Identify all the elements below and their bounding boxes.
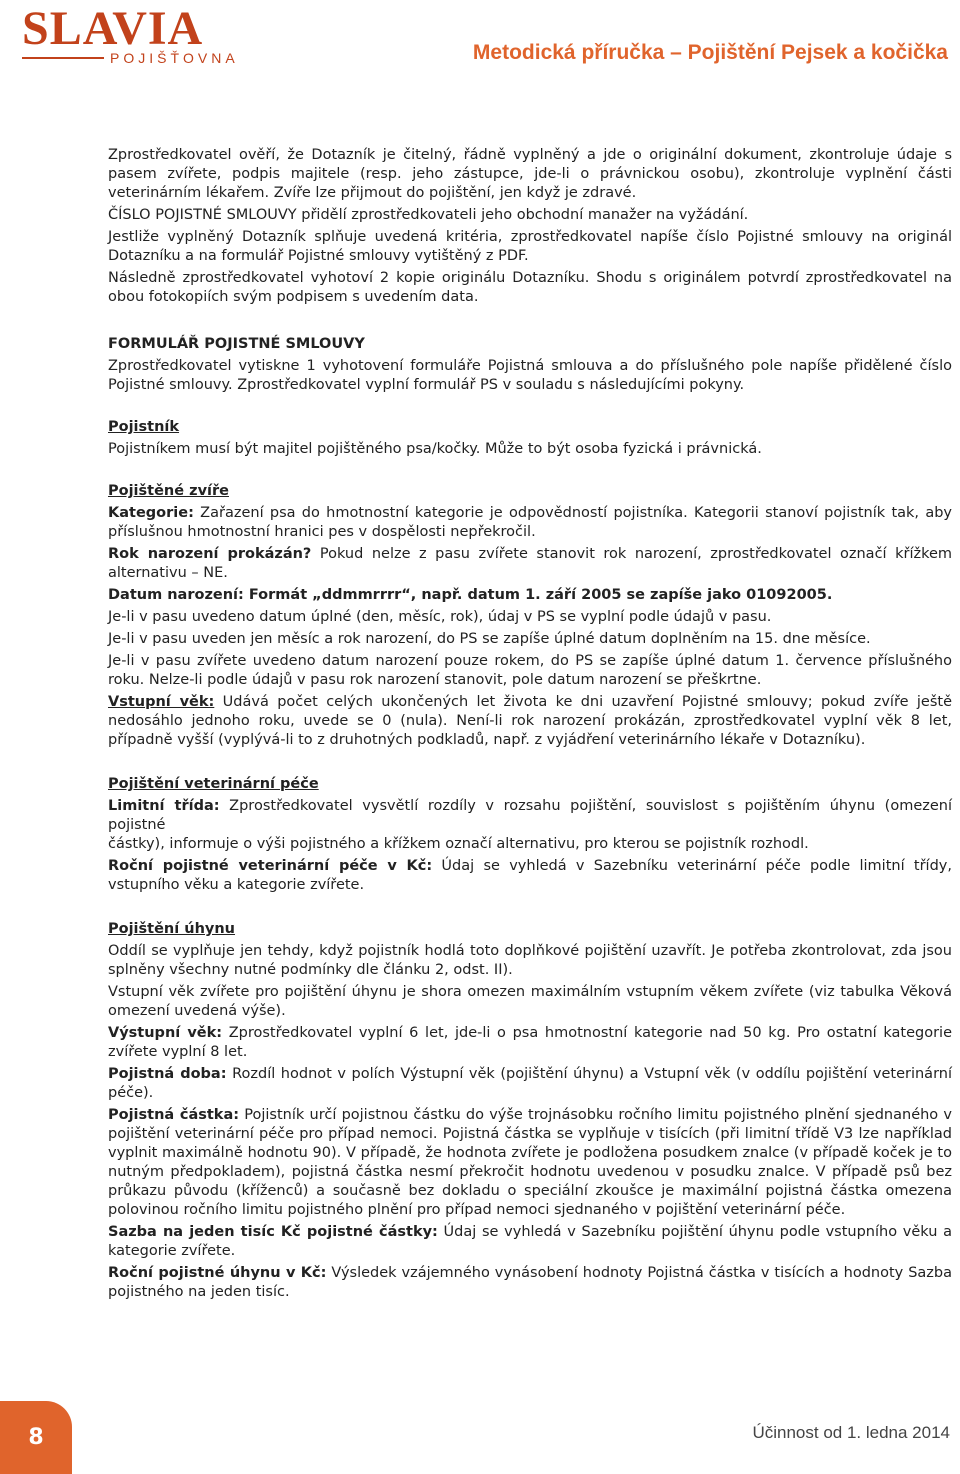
logo-rule <box>22 57 104 59</box>
vek-text: Udává počet celých ukončených let života ke dni uzavření Pojistné smlouvy; pokud zvíře ještě nedosáhlo jednoho roku, uvede se 0 (nula). Není-li rok narození prokázán, zprostředkovatel vyplní věk 8 let, případně vyšší (vyplývá-li to z druhotných podkladů, např. z vyjádření veterinárního lékaře v Dotazníku). <box>108 694 952 748</box>
zvire-datum-format: Datum narození: Formát „ddmmrrrr“, např. datum 1. září 2005 se zapíše jako 01092005. <box>108 587 833 603</box>
uhyn-doba <box>108 1065 952 1103</box>
section-title-uhyn: Pojištění úhynu <box>108 921 236 937</box>
vystupni-label: Výstupní věk: <box>108 1025 223 1041</box>
castka-label: Pojistná částka: <box>108 1107 240 1123</box>
vet-limit <box>108 797 952 835</box>
uhyn-paragraph-1: Oddíl se vyplňuje jen tehdy, když pojistník hodlá toto doplňkové pojištění uzavřít. Je potřeba zkontrolovat, zda jsou splněny všechny nutné podmínky dle článku 2, odst. II). <box>108 943 952 978</box>
kategorie-label: Kategorie: <box>108 505 194 521</box>
zvire-kategorie <box>108 504 952 542</box>
vet-rocni-text: Údaj se vyhledá v Sazebníku veterinární péče podle limitní třídy, vstupního věku a kategorie zvířete. <box>108 858 952 893</box>
logo-subtitle: POJIŠŤOVNA <box>110 50 239 66</box>
formular-paragraph: Zprostředkovatel vytiskne 1 vyhotovení formuláře Pojistná smlouva a do příslušného pole napíše přidělené číslo Pojistné smlouvy. Zprostředkovatel vyplní formulář PS v souladu s následujícími pokyny. <box>108 358 952 393</box>
uhyn-rocni <box>108 1264 952 1302</box>
uhyn-vystupni <box>108 1024 952 1062</box>
vek-label: Vstupní věk: <box>108 694 215 710</box>
zvire-rok <box>108 545 952 583</box>
section-title-zvire: Pojištěné zvíře <box>108 483 229 499</box>
intro-paragraph-2: ČÍSLO POJISTNÉ SMLOUVY přidělí zprostředkovateli jeho obchodní manažer na vyžádání. <box>108 207 749 223</box>
intro-paragraph-4: Následně zprostředkovatel vyhotoví 2 kopie originálu Dotazníku. Shodu s originálem potvrdí zprostředkovatel na obou fotokopiích svým podpisem s uvedením data. <box>108 270 952 305</box>
doba-label: Pojistná doba: <box>108 1066 227 1082</box>
sazba-text: Údaj se vyhledá v Sazebníku pojištění úhynu podle vstupního věku a kategorie zvířete. <box>108 1224 952 1259</box>
castka-text: Pojistník určí pojistnou částku do výše trojnásobku ročního limitu pojistného plnění sjednaného v pojištění veterinární péče pro případ nemoci. Pojistná částka se vyplňuje v tisících (při limitní třídě V3 lze například vyplnit maximálně hodnotu 90). V případě, že hodnota zvířete je podložena posudkem znalce (v případě koček je to nutným předpokladem), pojistná částka nesmí překročit hodnotu uvedenou v posudku znalce. V případě psů bez průkazu původu (kříženců) a současně bez dokladu o speciální zkoušce je maximální pojistná částka omezena polovinou ročního limitu pojistného plnění pro případ nemoci sjednaného v pojištění veterinární péče. <box>108 1107 952 1218</box>
pojistnik-paragraph: Pojistníkem musí být majitel pojištěného psa/kočky. Může to být osoba fyzická i právnická. <box>108 441 762 457</box>
rok-text: Pokud nelze z pasu zvířete stanovit rok narození, zprostředkovatel označí křížkem alternativu – NE. <box>108 546 953 581</box>
limit-label: Limitní třída: <box>108 798 220 814</box>
vet-limit-cont: částky), informuje o výši pojistného a křížkem označí alternativu, pro kterou se pojistník rozhodl. <box>108 836 809 852</box>
section-title-vet: Pojištění veterinární péče <box>108 776 319 792</box>
intro-paragraph-3: Jestliže vyplněný Dotazník splňuje uvedená kritéria, zprostředkovatel napíše číslo Pojistné smlouvy na originál Dotazníku a na formulář Pojistné smlouvy vytištěný z PDF. <box>108 229 952 264</box>
document-body <box>108 146 952 1305</box>
vet-rocni <box>108 857 952 895</box>
kategorie-text: Zařazení psa do hmotnostní kategorie je odpovědností pojistníka. Kategorii stanoví pojistník tak, aby příslušnou hmotnostní hranici pes v dospělosti nepřekročil. <box>108 505 952 540</box>
uhyn-castka <box>108 1106 952 1220</box>
limit-text: Zprostředkovatel vysvětlí rozdíly v rozsahu pojištění, souvislost s pojištěním úhynu (omezení pojistné <box>108 798 952 833</box>
uhyn-sazba <box>108 1223 952 1261</box>
zvire-datum-2: Je-li v pasu uveden jen měsíc a rok narození, do PS se zapíše úplné datum doplněním na 15. dne měsíce. <box>108 631 871 647</box>
page-number: 8 <box>28 1425 44 1450</box>
rok-label: Rok narození prokázán? <box>108 546 312 562</box>
vystupni-text: Zprostředkovatel vyplní 6 let, jde-li o psa hmotnostní kategorie nad 50 kg. Pro ostatní kategorie zvířete vyplní 8 let. <box>108 1025 952 1060</box>
footer-effective-date: Účinnost od 1. ledna 2014 <box>752 1423 950 1442</box>
uhyn-rocni-label: Roční pojistné úhynu v Kč: <box>108 1265 327 1281</box>
doba-text: Rozdíl hodnot v polích Výstupní věk (pojištění úhynu) a Vstupní věk (v oddílu pojištění veterinární péče). <box>108 1066 952 1101</box>
zvire-vek <box>108 693 952 750</box>
uhyn-paragraph-2: Vstupní věk zvířete pro pojištění úhynu je shora omezen maximálním vstupním věkem zvířete (viz tabulka Věková omezení uvedená výše). <box>108 984 952 1019</box>
zvire-datum-1: Je-li v pasu uvedeno datum úplné (den, měsíc, rok), údaj v PS se vyplní podle údajů v pasu. <box>108 609 772 625</box>
page-header-title: Metodická příručka – Pojištění Pejsek a kočička <box>472 41 948 64</box>
zvire-datum-3: Je-li v pasu zvířete uvedeno datum narození pouze rokem, do PS se zapíše úplné datum 1. července příslušného roku. Nelze-li podle údajů v pasu rok narození stanovit, pole datum narození se přeškrtne. <box>108 653 952 688</box>
uhyn-rocni-text: Výsledek vzájemného vynásobení hodnoty Pojistná částka v tisících a hodnoty Sazba pojistného na jeden tisíc. <box>108 1265 952 1300</box>
section-title-pojistnik: Pojistník <box>108 419 180 435</box>
vet-rocni-label: Roční pojistné veterinární péče v Kč: <box>108 858 433 874</box>
intro-paragraph-1: Zprostředkovatel ověří, že Dotazník je čitelný, řádně vyplněný a jde o originální dokument, zkontroluje údaje s pasem zvířete, podpis majitele (resp. jeho zástupce, jde-li o právnickou osobu), zkontroluje vyplnění části veterinárním lékařem. Zvíře lze přijmout do pojištění, jen když je zdravé. <box>108 147 952 201</box>
section-title-formular: FORMULÁŘ POJISTNÉ SMLOUVY <box>108 336 365 352</box>
logo-wordmark: SLAVIA <box>22 2 204 55</box>
slavia-logo <box>22 4 239 66</box>
sazba-label: Sazba na jeden tisíc Kč pojistné částky: <box>108 1224 438 1240</box>
page-number-badge <box>0 1401 72 1474</box>
